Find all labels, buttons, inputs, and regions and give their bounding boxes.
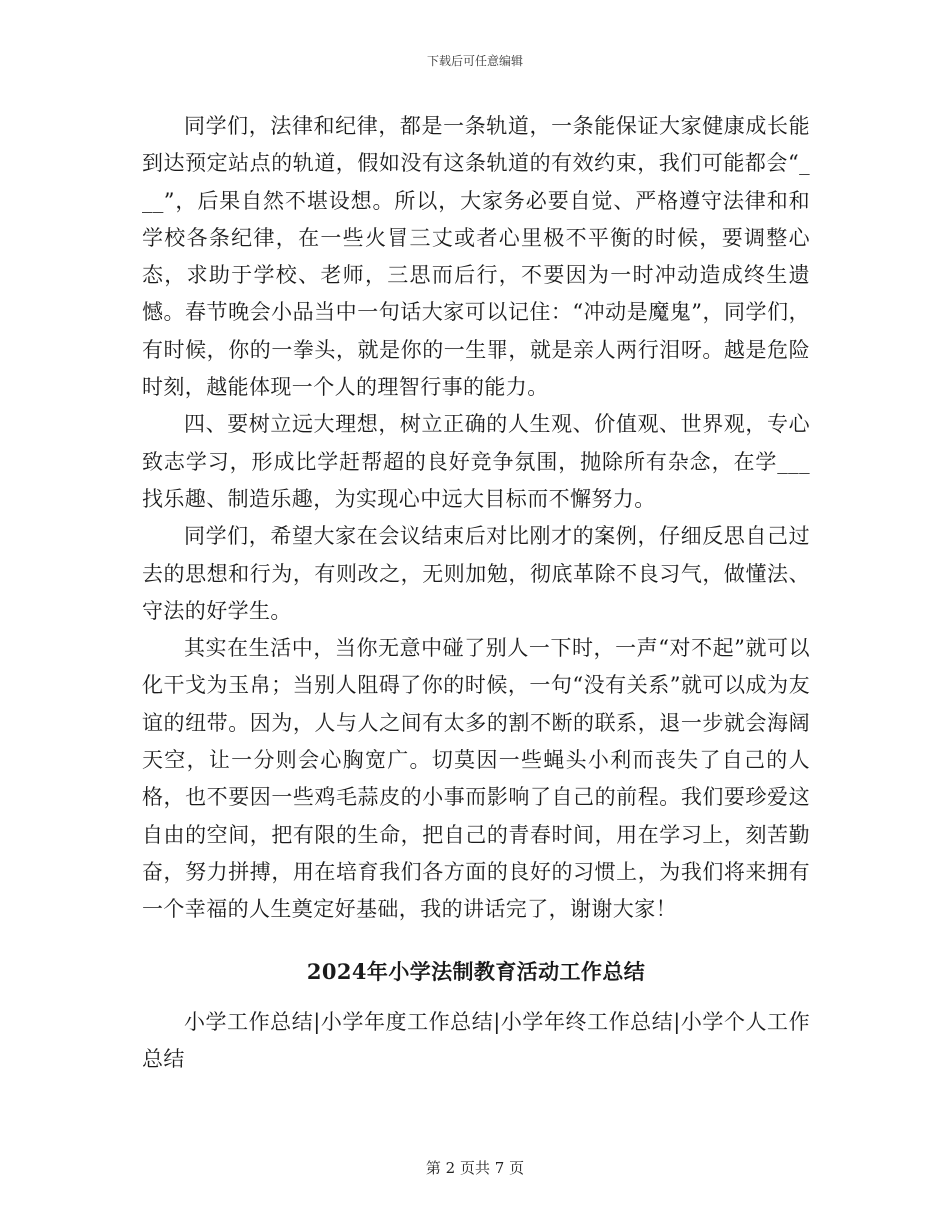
section-tags-line: 小学工作总结|小学年度工作总结|小学年终工作总结|小学个人工作总结 bbox=[142, 1009, 810, 1071]
page-number: 第 2 页共 7 页 bbox=[425, 1159, 525, 1177]
section-title: 2024年小学法制教育活动工作总结 bbox=[306, 958, 646, 984]
paragraph-closing: 其实在生活中，当你无意中碰了别人一下时，一声“对不起”就可以化干戈为玉帛；当别人阻碍了你的时候，一句“没有关系”就可以成为友谊的纽带。因为，人与人之间有太多的割不断的联系，退一步就会海阔天空，让一分则会心胸宽广。切莫因一些蝇头小利而丧失了自己的人格，也不要因一些鸡毛蒜皮的小事而影响了自己的前程。我们要珍爱这自由的空间，把有限的生命，把自己的青春时间，用在学习上，刻苦勤奋，努力拼搏，用在培育我们各方面的良好的习惯上，为我们将来拥有一个幸福的人生奠定好基础，我的讲话完了，谢谢大家！ bbox=[142, 636, 810, 922]
page-header: 下载后可任意编辑 bbox=[426, 54, 523, 68]
paragraph-discipline: 同学们，法律和纪律，都是一条轨道，一条能保证大家健康成长能到达预定站点的轨道，假如没有这条轨道的有效约束，我们可能都会“___”，后果自然不堪设想。所以，大家务必要自觉、严格遵守法律和和学校各条纪律，在一些火冒三丈或者心里极不平衡的时候，要调整心态，求助于学校、老师，三思而后行，不要因为一时冲动造成终生遗憾。春节晚会小品当中一句话大家可以记住：“冲动是魔鬼”，同学们，有时候，你的一拳头，就是你的一生罪，就是亲人两行泪呀。越是危险时刻，越能体现一个人的理智行事的能力。 bbox=[142, 114, 810, 400]
paragraph-ideals: 四、要树立远大理想，树立正确的人生观、价值观、世界观，专心致志学习，形成比学赶帮超的良好竞争氛围，抛除所有杂念，在学___找乐趣、制造乐趣，为实现心中远大目标而不懈努力。 bbox=[142, 412, 810, 511]
paragraph-reflection: 同学们，希望大家在会议结束后对比刚才的案例，仔细反思自己过去的思想和行为，有则改之，无则加勉，彻底革除不良习气，做懂法、守法的好学生。 bbox=[142, 524, 810, 623]
document-body bbox=[142, 108, 810, 1078]
